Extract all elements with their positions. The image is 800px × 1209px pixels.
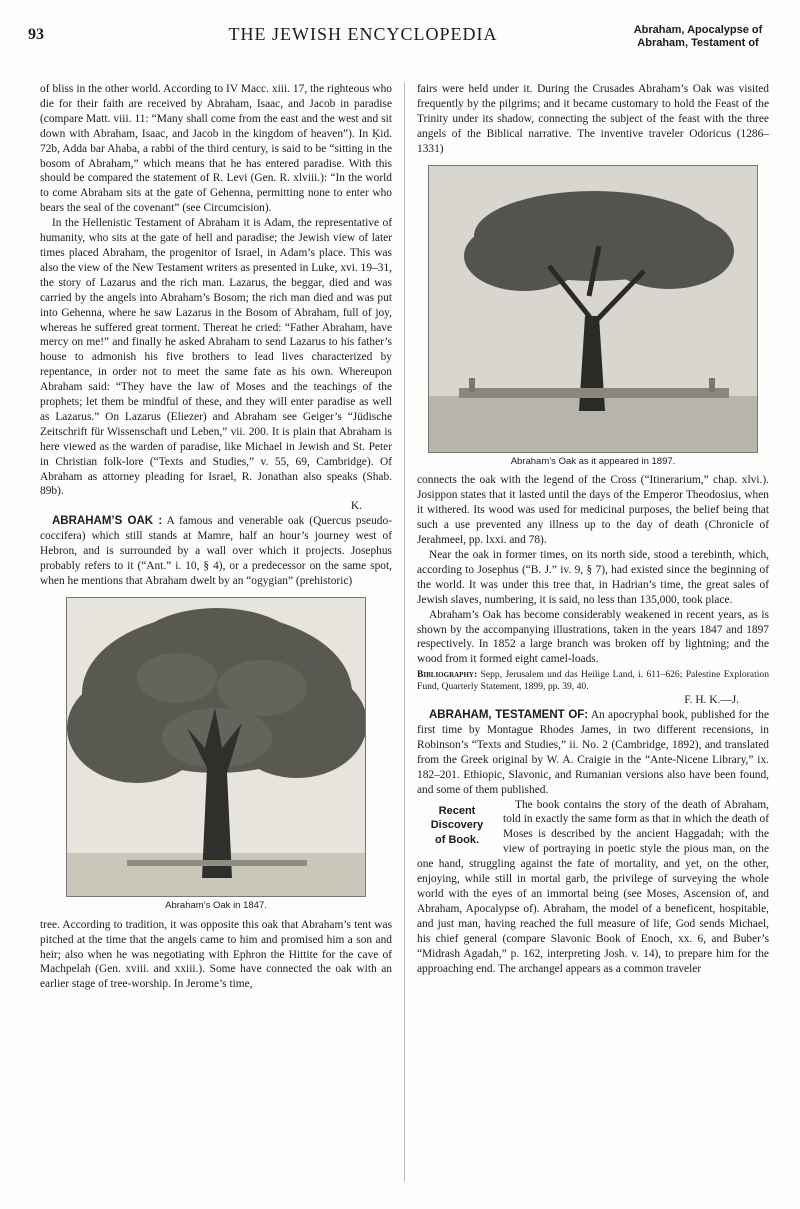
figure-caption: Abraham’s Oak as it appeared in 1897.	[510, 455, 676, 467]
page-header	[28, 20, 778, 60]
oak-tree-engraving	[67, 598, 366, 897]
entry-paragraph	[40, 514, 392, 589]
entry-title: ABRAHAM, TESTAMENT OF:	[429, 709, 589, 722]
oak-1847-illustration	[66, 597, 366, 897]
oak-tree-photo	[429, 166, 758, 453]
entry-title: ABRAHAM’S OAK :	[52, 515, 163, 528]
page-number: 93	[28, 26, 44, 43]
side-heading-line: Recent	[438, 804, 476, 817]
signature: F. H. K.—J.	[684, 694, 739, 707]
paragraph: connects the oak with the legend of the Cross (“Itinerarium,” chap. xlvi.). Josippon states that it lasted until the days of the Emperor Theodosius, when it withered. Its wood was used for medicinal purposes, the belief being that such a use prevented any illness up to the day of death (Chronicle of Jerahmeel, pp. lxxi. and 78).	[417, 474, 769, 547]
side-heading-line: Discovery	[430, 819, 484, 832]
paragraph: fairs were held under it. During the Crusades Abraham’s Oak was visited frequently by the pilgrims; and it became customary to hold the Feast of the Trinity under its shadow, connecting the subject of the feast with the three angels of the Biblical narrative. The inventive traveler Odoricus (1286–1331)	[417, 83, 769, 155]
left-column	[40, 82, 392, 992]
running-title: THE JEWISH ENCYCLOPEDIA	[228, 24, 498, 44]
running-head-line-1: Abraham, Apocalypse of	[633, 24, 763, 36]
bibliography-text: Sepp, Jerusalem und das Heilige Land, i. 611–626; Palestine Exploration Fund, Quarterly Statement, 1899, pp. 39, 40.	[417, 669, 769, 693]
side-heading	[417, 804, 497, 849]
paragraph: Near the oak in former times, on its north side, stood a terebinth, which, according to Josephus (“B. J.” iv. 9, § 7), had existed since the beginning of the world. It was under this tree that, in Hadrian’s time, the great sales of Jewish slaves, numbering, it is said, no less than 135,000, took place.	[417, 548, 769, 606]
entry-text: An apocryphal book, published for the first time by Montague Rhodes James, in two different recensions, in Robinson’s “Texts and Studies,” ii. No. 2 (Cambridge, 1892), and translated from the Greek original by W. A. Craigie in the “Ante-Nicene Library,” ix. 182–201. Ethiopic, Slavonic, and Rumanian versions also have been found, and some of them published.	[417, 709, 770, 796]
running-head	[618, 24, 778, 50]
figure-caption: Abraham’s Oak in 1847.	[165, 899, 267, 911]
oak-1897-illustration	[428, 165, 758, 453]
column-divider	[404, 82, 405, 1182]
bibliography	[417, 669, 769, 693]
running-head-line-2: Abraham, Testament of	[637, 37, 759, 49]
right-column	[417, 82, 769, 976]
signature: K.	[350, 500, 362, 513]
paragraph: In the Hellenistic Testament of Abraham it is Adam, the representative of humanity, who sits at the gate of hell and paradise; the Jewish view of later times placed Abraham, the progenitor of Israel, in Adam’s place. This was also the view of the New Testament writers as presented in Luke, xvi. 19–31, the story of Lazarus and the rich man. Lazarus, the beggar, died and was carried by the angels into Abraham’s Bosom; the rich man died and was put into Gehenna, where he saw Lazarus in the Bosom of Abraham, full of joy, whereas he suffered great torment. Thereat he cried: “Father Abraham, have mercy on me!” and finally he asked Abraham to send Lazarus to his father’s house to admonish his five brothers to lead lives characterized by repentance, in order not to meet the same fate as his own. Whereupon Abraham said: “They have the law of Moses and the teachings of the prophets; let them be mindful of these, and they will enter paradise as well as Lazarus.” On Lazarus (Eliezer) and Abraham see Geiger’s “Jüdische Zeitschrift für Wissenschaft und Leben,” vii. 200. It is plain that Abraham is here viewed as the warden of paradise, like Michael in Jewish and St. Peter in Christian folk-lore (“Texts and Studies,” v. 55, 69, Cambridge). Of Abraham as attorney pleading for Israel, R. Jonathan also speaks (Shab. 89b).	[40, 217, 392, 498]
paragraph: The book contains the story of the death of Abraham, told in exactly the same form as that in which the death of Moses is described by the ancient Haggadah; with the view of portraying in poetic style the pious man, on the one hand, struggling against the fate of mortality, and yet, on the other, enjoying, while still in mortal garb, the privilege of surveying the whole world with the eyes of an immortal being (see Moses, Ascension of, and Abraham, Apocalypse of). Abraham, the model of a beneficent, hospitable, and just man, having reached the full measure of life, God sends Michael, his chief general (compare Slavonic Book of Enoch, xx. 6, and Buber’s “Midrash Agadah,” p. 162, interpreting Josh. v. 14), to prepare him for the approaching end. The archangel appears as a common traveler	[417, 798, 769, 975]
paragraph: tree. According to tradition, it was opposite this oak that Abraham’s tent was pitched at the time that the angels came to him and promised him a son and heir; also when he was negotiating with Ephron the Hittite for the cave of Machpelah (Gen. xviii. and xxiii.). Some have connected the oak with an earlier stage of tree-worship. In Jerome’s time,	[40, 918, 392, 991]
entry-paragraph	[417, 708, 769, 797]
entry-text: A famous and venerable oak (Quercus pseudo-coccifera) which still stands at Mamre, half an hour’s journey west of Hebron, and is surrounded by a wall over which it projects. Josephus probably refers to it (“Ant.” i. 10, § 4), or a predecessor on the same spot, when he mentions that Abraham dwelt by an “ogygian” (prehistoric)	[40, 515, 392, 587]
paragraph: Abraham’s Oak has become considerably weakened in recent years, as is shown by the accompanying illustrations, taken in the years 1847 and 1897 respectively. In 1852 a large branch was broken off by lightning; and the wood from it formed eight camel-loads.	[417, 608, 769, 666]
side-heading-line: of Book.	[435, 834, 479, 847]
paragraph: of bliss in the other world. According to IV Macc. xiii. 17, the righteous who die for their faith are received by Abraham, Isaac, and Jacob in paradise (compare Matt. viii. 11: “Many shall come from the east and the west and sit down with Abraham, Isaac, and Jacob in the kingdom of heaven”). In Ḳid. 72b, Adda bar Ahaba, a rabbi of the third century, is said to be “sitting in the bosom of Abraham,” which means that he has entered paradise. With this should be compared the statement of R. Levi (Gen. R. xlviii.): “In the world to come Abraham sits at the gate of Gehenna, permitting none to enter who bears the seal of the covenant” (see Circumcision).	[40, 83, 392, 215]
bibliography-label: Bibliography:	[417, 669, 478, 681]
